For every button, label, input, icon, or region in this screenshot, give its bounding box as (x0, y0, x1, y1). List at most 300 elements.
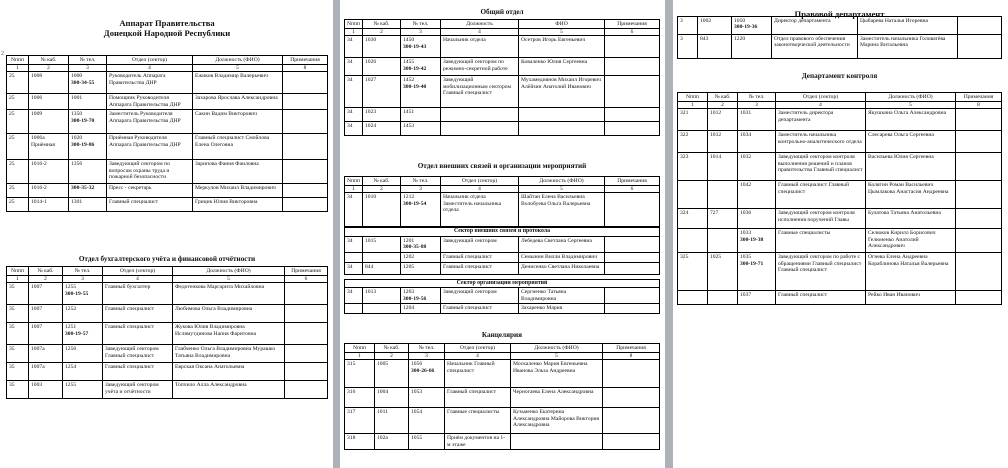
col-number: 8 (603, 353, 660, 360)
table-row (345, 58, 660, 76)
col-number-row (345, 186, 660, 193)
col-pos: Должность (ФИО) (866, 93, 956, 102)
cell-phone (401, 237, 441, 253)
table-row (678, 131, 1002, 153)
chancery-title: Канцелярия (481, 331, 523, 339)
cell-fio (519, 122, 605, 136)
internal-phone: 1301 (71, 199, 83, 206)
table-row (678, 229, 1002, 253)
cell-dept: Заведующий сектором (441, 237, 519, 253)
cell-phone (738, 253, 776, 291)
cell-note (283, 134, 328, 160)
cell-num: 323 (678, 153, 708, 181)
cell-phone (401, 36, 441, 58)
table-header (345, 177, 660, 193)
header-row (345, 344, 660, 353)
internal-phone: 1251 (65, 324, 77, 331)
cell-note (283, 198, 328, 212)
col-number: 4 (441, 186, 519, 193)
col-number: 1 (7, 65, 29, 72)
internal-phone: 1220 (734, 36, 746, 42)
city-phone: 300-19-71 (740, 260, 764, 267)
col-dept: Отдел (сектор) (441, 177, 519, 186)
cell-room: 1006 (29, 94, 69, 110)
cell-fio: Осетров Игорь Евгеньевич (519, 36, 605, 58)
table-row (7, 72, 328, 94)
cell-num: 34 (345, 288, 363, 304)
col-number: 1 (345, 186, 363, 193)
right-page (673, 0, 1008, 468)
cell-room: 727 (708, 209, 738, 229)
cell-phone (738, 109, 776, 131)
cell-phone (63, 381, 103, 399)
col-note: Примечания (605, 177, 660, 186)
table-row (345, 76, 660, 108)
table-header (345, 344, 660, 360)
table-row (7, 363, 328, 381)
apparatus-table-wrap (6, 55, 328, 212)
cell-dept: Заместитель начальника контрольно-аналитического отдела (776, 131, 866, 153)
cell-dept: Заведующий сектором учёта и отчётности (103, 381, 173, 399)
cell-dept: Главный специалист Главный специалист (776, 181, 866, 209)
cell-phone (69, 94, 107, 110)
control-table (677, 92, 1002, 305)
col-number-row (678, 102, 1002, 109)
cell-pos: Любимова Ольга Владимировна (173, 305, 285, 323)
city-phone: 300-19-54 (403, 200, 427, 207)
cell-num: 34 (345, 237, 363, 253)
cell-fio: Денисенко Светлана Николаевна (519, 262, 605, 274)
cell-room (708, 229, 738, 253)
table-row (345, 36, 660, 58)
internal-phone: 1034 (740, 132, 752, 139)
cell-dept: Заведующий сектором (441, 288, 519, 304)
cell-fio: Цыбарева Наталья Игоревна (858, 17, 958, 35)
header-row (345, 20, 660, 29)
internal-phone: 1001 (71, 95, 83, 102)
cell-num: 35 (7, 381, 29, 399)
col-number: 5 (173, 276, 285, 283)
col-dept: Отдел (сектор) (776, 93, 866, 102)
cell-num: 318 (345, 434, 375, 450)
cell-pos: Булатова Татьяна Анатольевна (866, 209, 956, 229)
cell-fio (519, 108, 605, 122)
cell-note (605, 237, 660, 253)
col-number: 2 (363, 29, 401, 36)
col-pos: Должность (ФИО) (193, 56, 283, 65)
table-body (678, 17, 1002, 59)
col-num: Nппп (345, 177, 363, 186)
col-note: Примечания (956, 93, 1002, 102)
col-num: Nппп (678, 93, 708, 102)
table-row (7, 345, 328, 363)
cell-dept: Главный специалист (776, 291, 866, 305)
cell-pos: Ежиков Владимир Валерьевич (193, 72, 283, 94)
cell-room: 1014-1 (29, 198, 69, 212)
cell-pos: Якушкина Ольга Александровна (866, 109, 956, 131)
internal-phone: 1053 (411, 389, 423, 396)
col-number: 1 (678, 102, 708, 109)
table-body (345, 36, 660, 136)
accounting-title: Отдел бухгалтерского учёта и финансовой отчётности (78, 255, 256, 263)
cell-num: 3 (678, 17, 698, 35)
internal-phone: 1035 (740, 254, 752, 261)
city-phone: 300-19-86 (71, 141, 95, 148)
col-number: 3 (401, 186, 441, 193)
col-phone: № тел. (401, 20, 441, 29)
internal-phone: 1050 (734, 18, 746, 24)
col-num: Nппп (7, 267, 29, 276)
col-number-row (7, 276, 328, 283)
cell-num: 35 (7, 345, 29, 363)
cell-fio: Мухамедиянов Михаил Игоревич Алёйзин Анатолий Иванович (519, 76, 605, 108)
cell-num (678, 229, 708, 253)
cell-phone (409, 388, 445, 408)
cell-pos: Еврская Оксана Анатольевна (173, 363, 285, 381)
col-number: 2 (29, 276, 63, 283)
cell-note (285, 305, 328, 323)
cell-num: 34 (345, 58, 363, 76)
cell-room (363, 303, 401, 313)
cell-note (605, 303, 660, 313)
left-page (0, 0, 333, 468)
cell-note (285, 283, 328, 305)
legal-table-wrap (677, 16, 1002, 59)
cell-room: 1003 (29, 381, 63, 399)
table-row (345, 252, 660, 262)
cell-fio: Кузьменко Екатерина Александровна Майорова Виктория Александровна (511, 408, 603, 434)
cell-phone (63, 345, 103, 363)
cell-num: 25 (7, 110, 29, 134)
cell-note (956, 109, 1002, 131)
cell-note (605, 36, 660, 58)
col-number: 5 (519, 186, 605, 193)
table-header (7, 56, 328, 72)
cell-fio: Лебедева Светлана Сергеевна (519, 237, 605, 253)
col-number: 5 (193, 65, 283, 72)
cell-phone (63, 363, 103, 381)
external-sub2-title: Сектор организации мероприятий (344, 279, 660, 288)
cell-note (603, 388, 660, 408)
table-body (678, 109, 1002, 305)
col-room: № каб. (29, 267, 63, 276)
general-title: Общий отдел (480, 8, 524, 16)
col-number: 4 (107, 65, 193, 72)
cell-room: 1026 (363, 58, 401, 76)
cell-dept: Пресс - секретарь (107, 184, 193, 198)
cell-num: 316 (345, 388, 375, 408)
cell-room (363, 252, 401, 262)
cell-room: 1010 (363, 193, 401, 227)
internal-phone: 1255 (65, 284, 77, 291)
general-table-wrap (344, 19, 660, 136)
cell-pos: Заведующий мобилизационным сектором Главный специалист (441, 76, 519, 108)
cell-note (285, 345, 328, 363)
cell-note (956, 131, 1002, 153)
internal-phone: 1037 (740, 292, 752, 299)
cell-phone (401, 58, 441, 76)
cell-phone (401, 252, 441, 262)
col-number: 4 (441, 29, 519, 36)
cell-dept: Заведующий сектором Главный специалист (103, 345, 173, 363)
cell-room: 1007 (29, 323, 63, 345)
table-row (678, 291, 1002, 305)
city-phone: 300-19-42 (403, 65, 427, 72)
col-room: № каб. (363, 177, 401, 186)
cell-room: 1025 (708, 253, 738, 291)
cell-fio: Семынин Вилли Владимирович (519, 252, 605, 262)
apparatus-table (6, 55, 328, 212)
table-row (345, 388, 660, 408)
table-row (345, 408, 660, 434)
cell-fio: Сергиенко Татьяна Владимировна (519, 288, 605, 304)
cell-note (283, 94, 328, 110)
cell-room: 1013 (363, 288, 401, 304)
cell-phone (738, 209, 776, 229)
internal-phone: 1350 (71, 111, 83, 118)
col-phone: № тел. (69, 56, 107, 65)
cell-room: 1011 (375, 408, 409, 434)
col-number: 5 (866, 102, 956, 109)
cell-dept: Начальник отдела Заместитель начальника отдела (441, 193, 519, 227)
col-number-row (345, 29, 660, 36)
cell-room: 1007 (29, 283, 63, 305)
cell-pos: Селюков Кирилл Борисович Гелюненко Анатолий Александрович (866, 229, 956, 253)
internal-phone: 1201 (403, 238, 415, 245)
city-phone: 300-35-32 (71, 185, 95, 192)
cell-phone (738, 229, 776, 253)
col-phone: № тел. (409, 344, 445, 353)
cell-note (605, 288, 660, 304)
cell-dept: Заместитель Руководителя Аппарата Правительства ДНР (107, 110, 193, 134)
cell-num: 25 (7, 94, 29, 110)
internal-phone: 1031 (740, 110, 752, 117)
cell-room: 1015 (363, 237, 401, 253)
internal-phone: 1202 (403, 253, 415, 260)
cell-room: 1016-2 (29, 184, 69, 198)
cell-pos: Сакин Вадим Викторович (193, 110, 283, 134)
cell-pos: Заведующий сектором по режимно-секретной работе (441, 58, 519, 76)
col-pos: Должность (ФИО) (511, 344, 603, 353)
cell-pos: Главный специалист Смойлова Елена Олеговна (193, 134, 283, 160)
cell-room: 1023 (363, 108, 401, 122)
internal-phone: 1205 (403, 263, 415, 270)
col-room: № каб. (708, 93, 738, 102)
cell-dept: Помощник Руководителя Аппарата Правительства ДНР (107, 94, 193, 110)
col-number: 1 (345, 353, 375, 360)
table-body (345, 360, 660, 450)
cell-dept: Главный специалист (441, 262, 519, 274)
table-row (7, 110, 328, 134)
col-num: Nппп (345, 20, 363, 29)
cell-pos: Начальник отдела (441, 36, 519, 58)
cell-num: 34 (345, 122, 363, 136)
chancery-section (344, 331, 660, 340)
cell-pos: Приём документов на 1-м этаже (445, 434, 511, 450)
cell-pos: Федотенкова Маргарита Михайловна (173, 283, 285, 305)
col-pos: Должность (ФИО) (519, 177, 605, 186)
chancery-table (344, 343, 660, 450)
cell-note (958, 35, 1002, 59)
cell-pos: Главные специалисты (445, 408, 511, 434)
cell-fio: Заместитель начальника Головатёва Марина Витальевна (858, 35, 958, 59)
cell-room: 843 (698, 35, 732, 59)
col-number: 2 (708, 102, 738, 109)
internal-phone: 1033 (740, 230, 752, 237)
col-phone: № тел. (401, 177, 441, 186)
table-row (7, 283, 328, 305)
external-sub2-table (344, 287, 660, 314)
cell-phone (401, 303, 441, 313)
cell-dept: Главный специалист (441, 252, 519, 262)
table-row (7, 94, 328, 110)
table-body (345, 288, 660, 314)
cell-phone (738, 291, 776, 305)
accounting-table-wrap (6, 266, 328, 399)
col-room: № каб. (375, 344, 409, 353)
accounting-section (6, 255, 328, 264)
col-dept: Отдел (сектор) (107, 56, 193, 65)
external-section (344, 162, 660, 171)
internal-phone: 1032 (740, 154, 752, 161)
cell-room (708, 181, 738, 209)
cell-dept: Заведующий сектором контроля выполнения решений и планов правительства Главный специалист (776, 153, 866, 181)
cell-room: 1014 (708, 153, 738, 181)
cell-pos: Начальник Главный специалист (445, 360, 511, 388)
cell-phone (69, 134, 107, 160)
cell-pos: Зарипова Фания Фаиловна (193, 160, 283, 184)
table-header (678, 93, 1002, 109)
cell-note (956, 229, 1002, 253)
col-number: 8 (956, 102, 1002, 109)
cell-phone (409, 360, 445, 388)
header-row (345, 177, 660, 186)
internal-phone: 1055 (411, 435, 423, 442)
general-table (344, 19, 660, 136)
cell-phone (732, 35, 772, 59)
cell-num: 3 (678, 35, 698, 59)
cell-note (956, 209, 1002, 229)
table-row (7, 323, 328, 345)
cell-note (605, 76, 660, 108)
table-row (345, 193, 660, 227)
cell-note (283, 72, 328, 94)
cell-dept: Заместитель директора департамента (776, 109, 866, 131)
cell-phone (69, 160, 107, 184)
table-row (345, 108, 660, 122)
internal-phone: 1212 (403, 194, 415, 201)
cell-num (678, 181, 708, 209)
internal-phone: 1254 (65, 364, 77, 371)
col-number: 3 (738, 102, 776, 109)
cell-room: 102а (375, 434, 409, 450)
cell-fio: Шайтан Елена Васильевна Волобуева Ольга Валерьевна (519, 193, 605, 227)
cell-dept: Главный специалист (103, 305, 173, 323)
cell-phone (401, 76, 441, 108)
cell-room: 1030 (363, 36, 401, 58)
cell-room: 1012 (708, 109, 738, 131)
internal-phone: 1453 (403, 123, 415, 130)
table-row (345, 262, 660, 274)
cell-note (605, 108, 660, 122)
page-gap (333, 0, 340, 468)
cell-dept: Заведующий сектором контроля исполнения поручений Главы (776, 209, 866, 229)
city-phone: 300-19-40 (403, 83, 427, 90)
internal-phone: 1356 (71, 161, 83, 168)
table-row (345, 303, 660, 313)
cell-num: 34 (345, 262, 363, 274)
apparatus-title-line2: Донецкой Народной Республики (103, 28, 231, 39)
header-row (678, 93, 1002, 102)
internal-phone: 1450 (403, 37, 415, 44)
apparatus-section (6, 18, 328, 39)
cell-dept: Главный бухгалтер (103, 283, 173, 305)
cell-pos: Огнева Елена Андреевна Кораблинова Наталья Валерьевна (866, 253, 956, 291)
table-row (7, 160, 328, 184)
apparatus-title-line1: Аппарат Правительства (119, 18, 215, 28)
cell-phone (69, 198, 107, 212)
cell-phone (732, 17, 772, 35)
header-row (7, 56, 328, 65)
col-number: 3 (409, 353, 445, 360)
cell-note (956, 181, 1002, 209)
cell-pos (441, 108, 519, 122)
cell-phone (401, 193, 441, 227)
internal-phone: 1203 (403, 289, 415, 296)
cell-pos: Грицик Юлия Викторовна (193, 198, 283, 212)
cell-dept: Заведующий сектором по работе с обращениями Главный специалист Главный специалист (776, 253, 866, 291)
cell-phone (738, 181, 776, 209)
city-phone: 300-26-66 (411, 367, 435, 374)
cell-dept: Отдел правового обеспечения законотворческой деятельности (772, 35, 858, 59)
cell-dept: Руководитель Аппарата Правительства ДНР (107, 72, 193, 94)
cell-num: 34 (345, 108, 363, 122)
internal-phone: 1255 (65, 382, 77, 389)
cell-phone (63, 305, 103, 323)
cell-note (285, 323, 328, 345)
col-number: 3 (69, 65, 107, 72)
col-number: 4 (776, 102, 866, 109)
cell-dept: Главные специалисты (776, 229, 866, 253)
table-row (7, 184, 328, 198)
col-number: 8 (283, 65, 328, 72)
col-number: 2 (29, 65, 69, 72)
col-note: Примечания (605, 20, 660, 29)
cell-room: 1027 (363, 76, 401, 108)
city-phone: 300-19-56 (403, 295, 427, 302)
cell-dept: Главный специалист (103, 323, 173, 345)
cell-num: 325 (678, 253, 708, 291)
cell-phone (63, 283, 103, 305)
table-row (678, 153, 1002, 181)
cell-room: 1002 (698, 17, 732, 35)
cell-note (603, 360, 660, 388)
cell-note (605, 122, 660, 136)
table-row (7, 305, 328, 323)
cell-num: 35 (7, 283, 29, 305)
col-dept: Отдел (сектор) (445, 344, 511, 353)
col-note: Примечания (603, 344, 660, 353)
cell-num (678, 291, 708, 305)
col-number: 6 (605, 29, 660, 36)
cell-dept: Заведующий сектором по вопросам охраны труда и пожарной безопасности (107, 160, 193, 184)
control-section (677, 72, 1002, 81)
table-header (345, 20, 660, 36)
cell-num: 35 (7, 363, 29, 381)
cell-note (956, 153, 1002, 181)
col-phone: № тел. (63, 267, 103, 276)
external-sub1-title: Сектор внешних связей и протокола (344, 227, 660, 236)
